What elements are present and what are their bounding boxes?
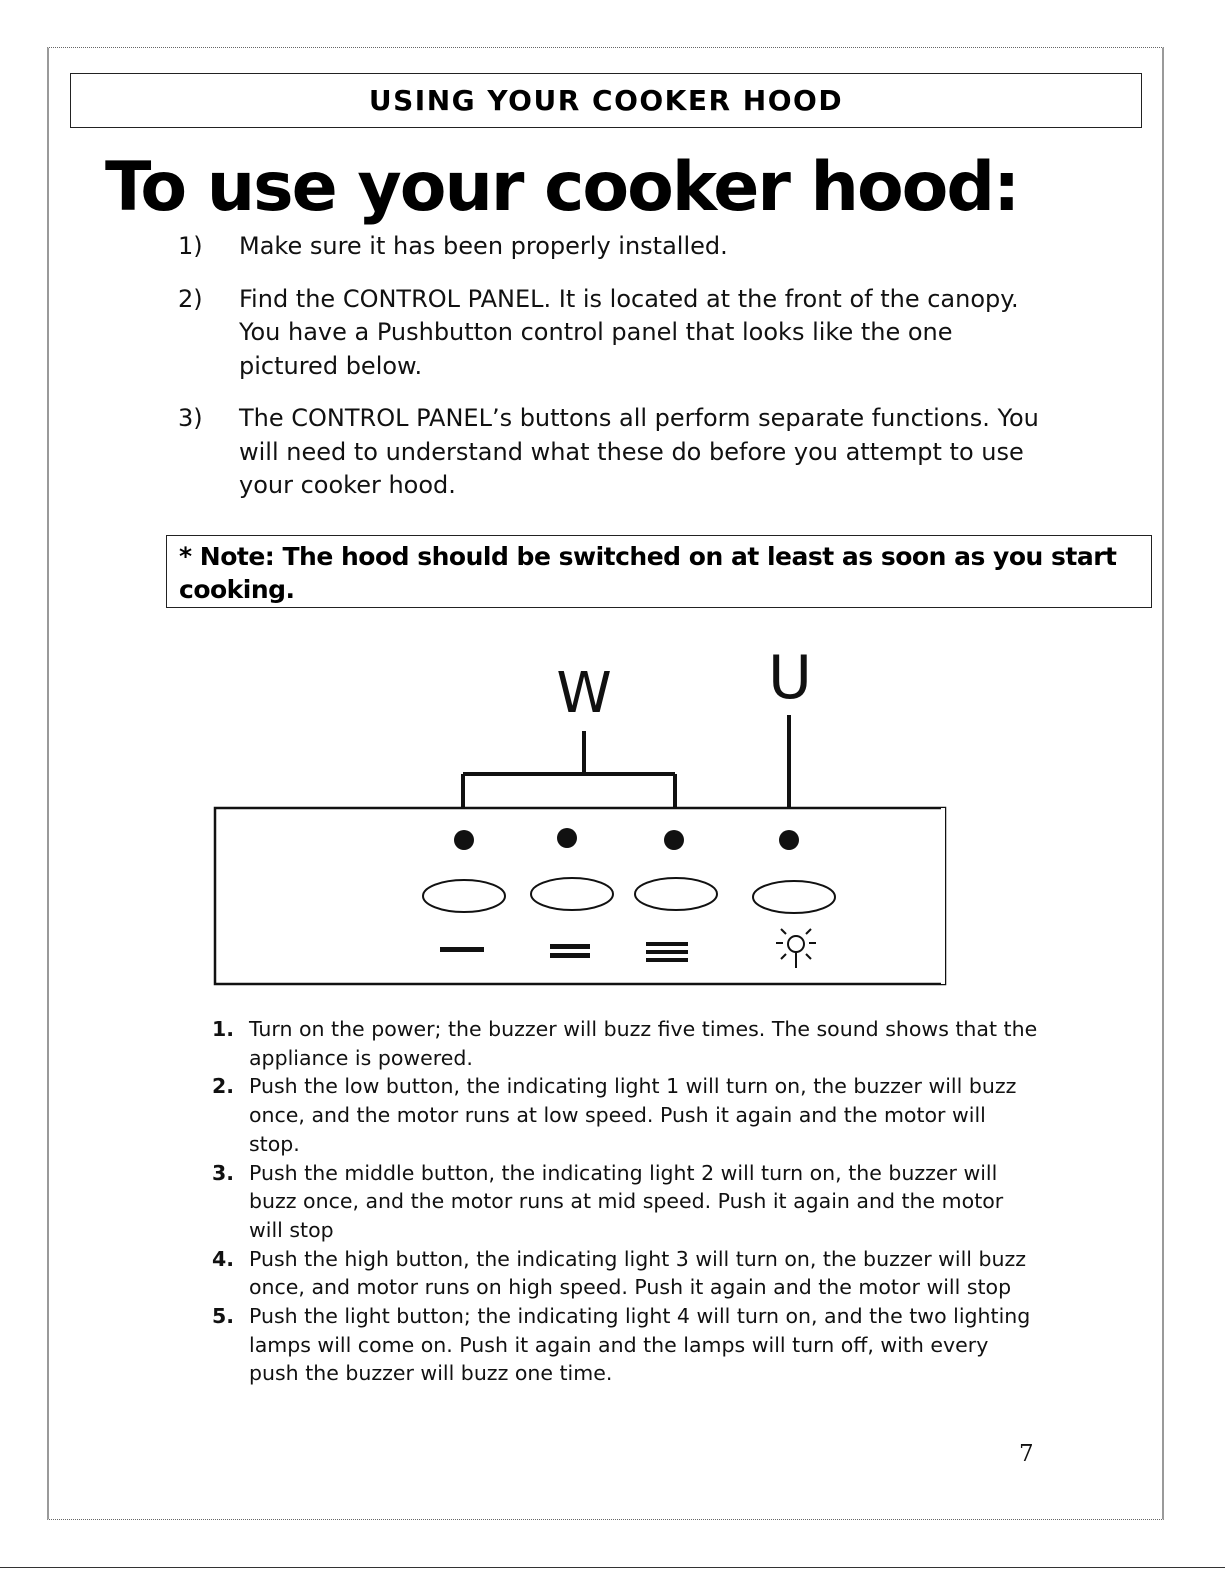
indicator-light-1 — [454, 830, 474, 850]
instruction-item — [212, 1159, 1042, 1245]
instruction-number: 5. — [212, 1304, 235, 1329]
instruction-text: Push the low button, the indicating light 1 will turn on, the buzzer will buzz once, and the motor runs at low speed. Push it again and the motor will stop. — [249, 1074, 1017, 1156]
setup-step — [178, 402, 1058, 503]
instruction-number: 1. — [212, 1017, 235, 1041]
w-bracket — [463, 731, 675, 820]
control-panel-diagram — [200, 640, 960, 1000]
instruction-text: Turn on the power; the buzzer will buzz five times. The sound shows that the appliance is powered. — [249, 1017, 1038, 1070]
bottom-divider — [0, 1567, 1225, 1568]
indicator-light-3 — [664, 830, 684, 850]
instruction-item — [212, 1245, 1042, 1302]
page-number: 7 — [1019, 1441, 1034, 1467]
step-text: Make sure it has been properly installed. — [239, 232, 728, 260]
dash-1-icon — [440, 947, 484, 952]
setup-step — [178, 230, 1058, 264]
instruction-item — [212, 1302, 1042, 1388]
step-number: 2) — [178, 284, 203, 313]
instruction-item — [212, 1072, 1042, 1158]
note-box: * Note: The hood should be switched on at least as soon as you start cooking. — [166, 535, 1152, 608]
instruction-text: Push the high button, the indicating light 3 will turn on, the buzzer will buzz once, and motor runs on high speed. Push it again and the motor will stop — [249, 1246, 1027, 1300]
label-w: W — [556, 661, 612, 726]
operation-instructions-list — [212, 1015, 1042, 1388]
indicator-light-4 — [779, 830, 799, 850]
instruction-item — [212, 1015, 1042, 1072]
instruction-number: 3. — [212, 1160, 235, 1185]
instruction-text: Push the middle button, the indicating light 2 will turn on, the buzzer will buzz once, and the motor runs at mid speed. Push it again and the motor will stop — [249, 1160, 1004, 1242]
section-title: USING YOUR COOKER HOOD — [368, 84, 844, 117]
section-header — [70, 73, 1142, 128]
instruction-number: 2. — [212, 1074, 235, 1099]
setup-step — [178, 283, 1058, 384]
step-text: The CONTROL PANEL’s buttons all perform separate functions. You will need to understand what these do before you attempt to use your cooker hood. — [239, 404, 1039, 499]
instruction-text: Push the light button; the indicating light 4 will turn on, and the two lighting lamps will come on. Push it again and the lamps will turn off, with every push the buzzer will buzz one time. — [249, 1304, 1031, 1386]
step-number: 3) — [178, 404, 203, 432]
instruction-number: 4. — [212, 1246, 235, 1271]
label-u: U — [768, 643, 812, 713]
page-heading: To use your cooker hood: — [105, 148, 1019, 227]
indicator-light-2 — [557, 828, 577, 848]
setup-steps-list — [178, 230, 1058, 503]
step-number: 1) — [178, 232, 203, 260]
dash-3-icon — [646, 942, 688, 962]
step-text: Find the CONTROL PANEL. It is located at the front of the canopy. You have a Pushbutton control panel that looks like the one pictured below. — [239, 284, 1019, 380]
